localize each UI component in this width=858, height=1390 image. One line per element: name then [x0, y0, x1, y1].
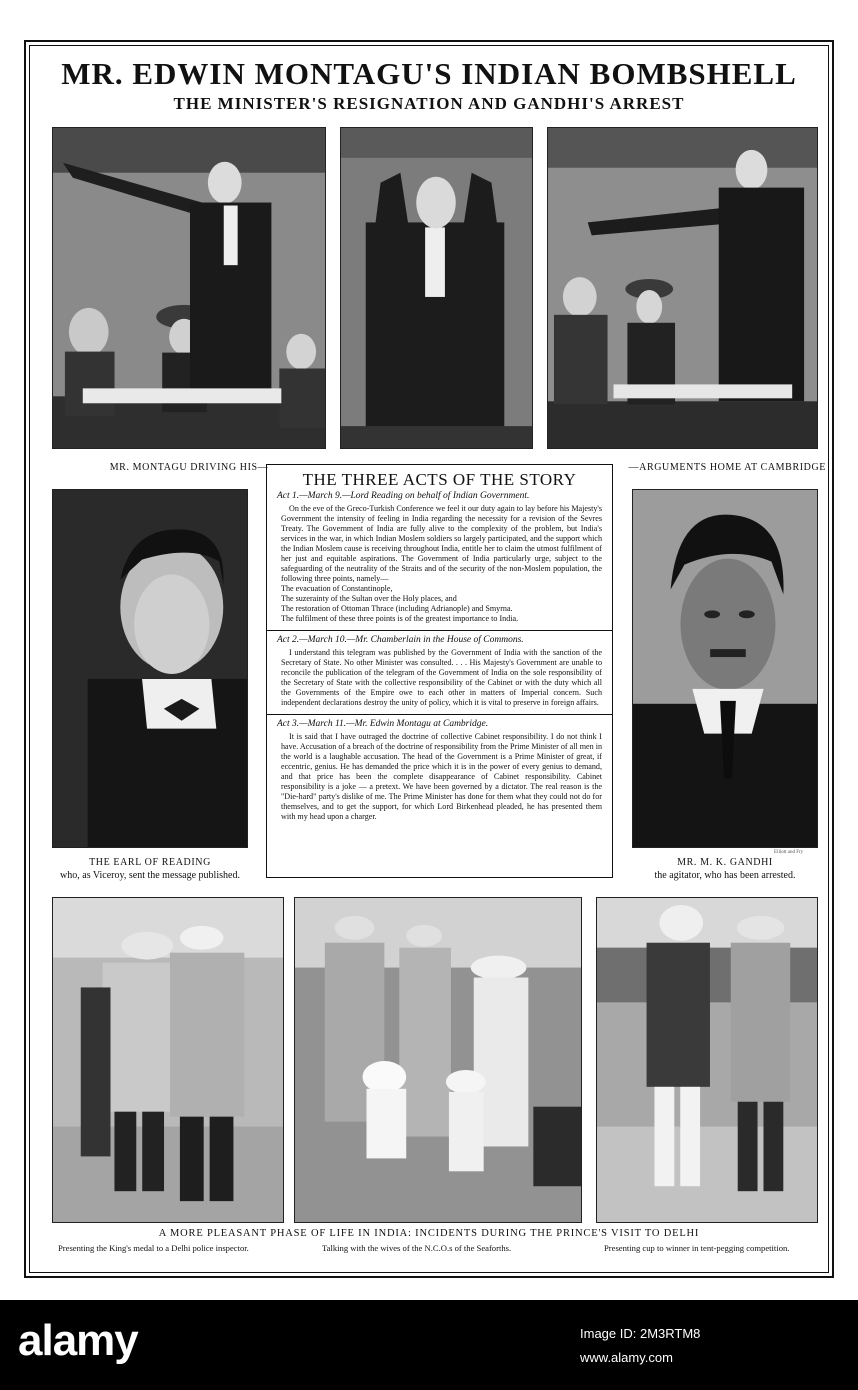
- act-1-point-2: The suzerainty of the Sultan over the Holy places, and: [281, 594, 457, 603]
- photo-montagu-gesturing: [547, 127, 818, 449]
- image-id: Image ID: 2M3RTM8: [580, 1326, 701, 1341]
- act-divider: [267, 714, 612, 715]
- act-3-heading: Act 3.—March 11.—Mr. Edwin Montagu at Cambridge.: [277, 719, 489, 729]
- act-1-heading: Act 1.—March 9.—Lord Reading on behalf of Indian Government.: [277, 491, 530, 501]
- act-3-body: It is said that I have outraged the doctrine of collective Cabinet responsibility. I do not think I have. Accusation of a breach of the doctrine of responsibility from the Prime Minister of all men in the world is a laughable accusation. The head of the Government is a Prime Minister of great, if eccentric, genius. He has demanded the price which it is in the power of every genius to demand, and that price has been the complete disappearance of Cabinet responsibility. Cabinet responsibility is a joke — a pretext. We have been governed by a dictator. The real reason is the "Die-hard" party's dislike of me. The Prime Minister has done for them what they could not do for themselves, and to get the support, for which Lord Birkenhead pleaded, he has presented them with my head upon a charger.: [281, 732, 602, 821]
- act-1-point-3: The restoration of Ottoman Thrace (including Adrianople) and Smyrna.: [281, 604, 513, 613]
- caption-tent-pegging: Presenting cup to winner in tent-pegging competition.: [604, 1243, 790, 1253]
- gandhi-name: MR. M. K. GANDHI: [677, 857, 773, 868]
- photo-montagu-arms-raised: [340, 127, 533, 449]
- photo-earl-of-reading: [52, 489, 248, 848]
- act-2-body: I understand this telegram was published by the Government of India with the sanction of the Secretary of State. No other Minister was consulted. . . . His Majesty's Government are unable to reconcile the publication of the telegram of the Government of India on the sole responsibility of the Secretary of State with the collective responsibility of the Cabinet or with the duty which all the Governments of the Empire owe to each other in matters of Imperial concern. Such independent declarations destroy the unity of policy, which it is vital to preserve in foreign affairs.: [281, 648, 602, 707]
- alamy-logo: alamy: [18, 1316, 138, 1365]
- act-2-heading: Act 2.—March 10.—Mr. Chamberlain in the House of Commons.: [277, 635, 524, 645]
- photo-medal-presentation: [52, 897, 284, 1223]
- act-divider: [267, 630, 612, 631]
- reading-name: THE EARL OF READING: [89, 857, 211, 868]
- subheadline: THE MINISTER'S RESIGNATION AND GANDHI'S ARREST: [173, 94, 685, 113]
- bottom-main-caption: A MORE PLEASANT PHASE OF LIFE IN INDIA: INCIDENTS DURING THE PRINCE'S VISIT TO DELHI: [158, 1228, 700, 1239]
- headline: MR. EDWIN MONTAGU'S INDIAN BOMBSHELL: [61, 56, 797, 91]
- reading-description: who, as Viceroy, sent the message published.: [60, 870, 240, 881]
- caption-seaforths: Talking with the wives of the N.C.O.s of the Seaforths.: [322, 1243, 512, 1253]
- photo-credit: Elliott and Fry: [774, 850, 804, 855]
- act-1-conclusion: The fulfilment of these three points is of the greatest importance to India.: [281, 614, 519, 623]
- photo-montagu-pointing: [52, 127, 326, 449]
- caption-medal: Presenting the King's medal to a Delhi police inspector.: [58, 1243, 249, 1253]
- act-1-body: On the eve of the Greco-Turkish Conference we feel it our duty again to lay before his Majesty's Government the intensity of feeling in India regarding the necessity for a revision of the Sevres Treaty. The Government of India are fully alive to the complexity of the problem, but India's services in the war, in which Indian Moslem soldiers so largely participated, and the support which the Indian Moslem cause is receiving throughout India, entitle her to claim the utmost fulfilment of her just and equitable aspirations. The Government of India particularly urge, subject to the safeguarding of the neutrality of the Straits and of the security of the non-Moslem population, the following three points, namely—: [281, 504, 602, 583]
- site-url: www.alamy.com: [580, 1350, 673, 1365]
- story-title: THE THREE ACTS OF THE STORY: [302, 470, 577, 489]
- act-1-point-1: The evacuation of Constantinople,: [281, 584, 393, 593]
- caption-top-left: MR. MONTAGU DRIVING HIS—: [109, 462, 269, 473]
- photo-seaforths-wives: [294, 897, 582, 1223]
- caption-top-right: —ARGUMENTS HOME AT CAMBRIDGE: [628, 462, 826, 473]
- act-1: [267, 491, 612, 628]
- three-acts-story-box: [266, 464, 613, 878]
- photo-tent-pegging-cup: [596, 897, 818, 1223]
- act-2: [267, 635, 612, 712]
- photo-gandhi: [632, 489, 818, 848]
- act-3: [267, 719, 612, 826]
- gandhi-description: the agitator, who has been arrested.: [654, 870, 796, 881]
